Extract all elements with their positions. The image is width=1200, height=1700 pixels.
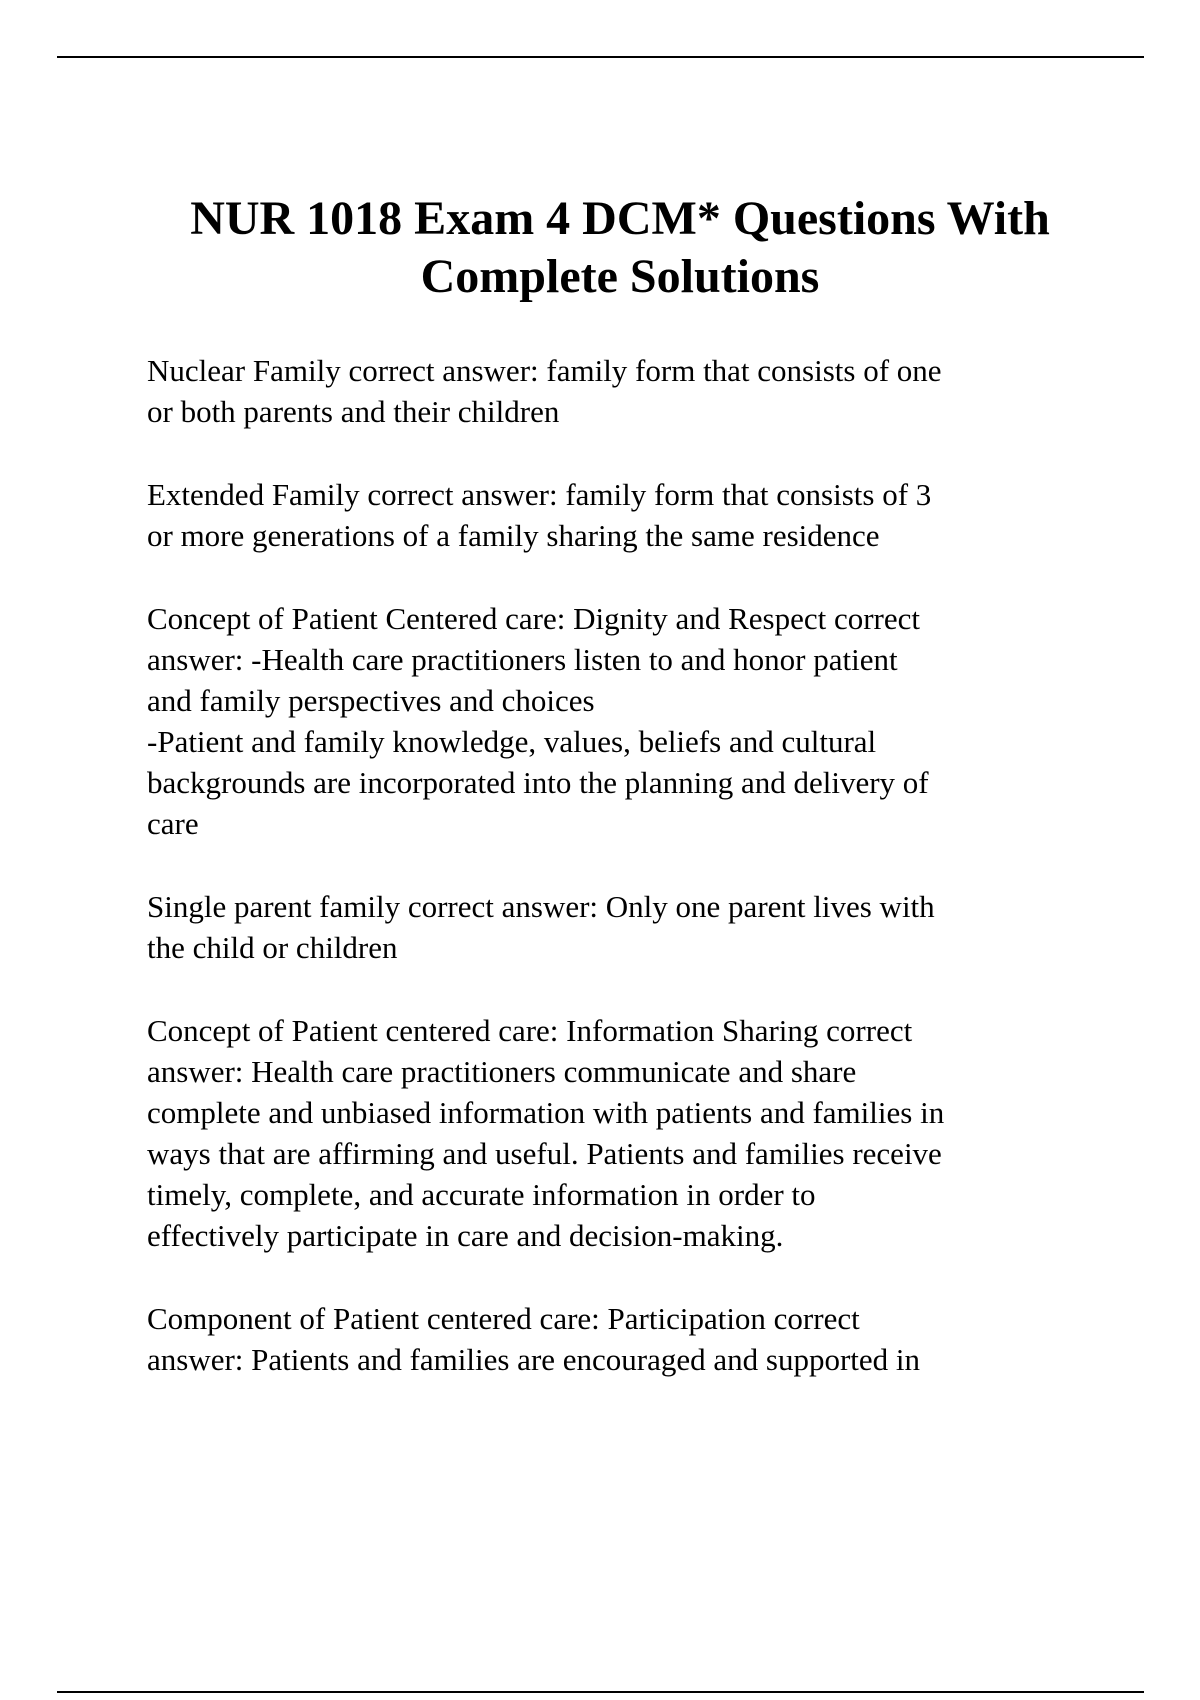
bottom-divider — [57, 1691, 1144, 1693]
entry-extended-family — [147, 474, 1107, 556]
entry-line: Concept of Patient centered care: Information Sharing correct — [147, 1013, 913, 1048]
entry-line: effectively participate in care and decision-making. — [147, 1218, 784, 1253]
entry-dignity-respect — [147, 598, 1107, 844]
title-line-1: NUR 1018 Exam 4 DCM* Questions With — [190, 192, 1050, 245]
entry-nuclear-family — [147, 350, 1107, 432]
document-title — [100, 190, 1140, 306]
entry-line: answer: Health care practitioners communicate and share — [147, 1054, 857, 1089]
entry-line: Extended Family correct answer: family form that consists of 3 — [147, 477, 932, 512]
entry-line: complete and unbiased information with patients and families in — [147, 1095, 945, 1130]
entry-line: Single parent family correct answer: Only one parent lives with — [147, 889, 935, 924]
entry-line: answer: Patients and families are encouraged and supported in — [147, 1342, 921, 1377]
entry-line: care — [147, 806, 199, 841]
entry-line: the child or children — [147, 930, 398, 965]
entry-line: or more generations of a family sharing the same residence — [147, 518, 880, 553]
entry-line: Nuclear Family correct answer: family form that consists of one — [147, 353, 942, 388]
top-divider — [57, 56, 1144, 58]
entry-line: ways that are affirming and useful. Patients and families receive — [147, 1136, 942, 1171]
entry-line: timely, complete, and accurate information in order to — [147, 1177, 816, 1212]
title-line-2: Complete Solutions — [420, 250, 820, 303]
entry-single-parent-family — [147, 886, 1107, 968]
document-body — [147, 350, 1107, 1422]
entry-line: Concept of Patient Centered care: Dignity and Respect correct — [147, 601, 920, 636]
entry-line: answer: -Health care practitioners listen to and honor patient — [147, 642, 898, 677]
entry-participation — [147, 1298, 1107, 1380]
entry-line: -Patient and family knowledge, values, beliefs and cultural — [147, 724, 877, 759]
entry-line: or both parents and their children — [147, 394, 560, 429]
entry-line: backgrounds are incorporated into the planning and delivery of — [147, 765, 929, 800]
entry-line: and family perspectives and choices — [147, 683, 595, 718]
entry-information-sharing — [147, 1010, 1107, 1256]
entry-line: Component of Patient centered care: Participation correct — [147, 1301, 860, 1336]
